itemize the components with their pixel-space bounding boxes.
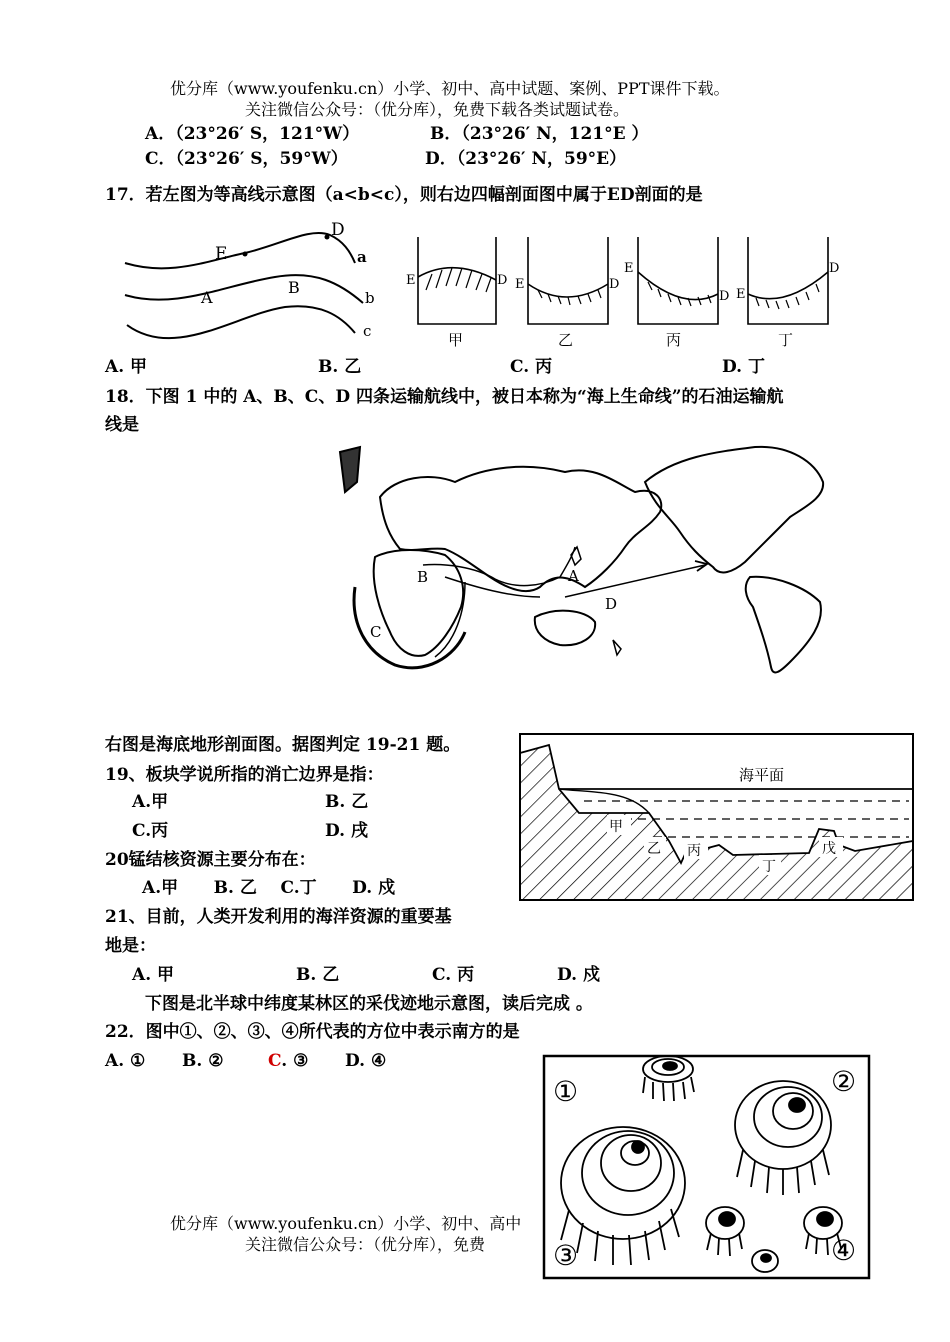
- profile-jia-e: E: [406, 273, 416, 288]
- q21-stem-line-1: 21、目前，人类开发利用的海洋资源的重要基: [105, 907, 452, 927]
- seabed-label-bing: 丙: [687, 843, 701, 859]
- label-a-region: A: [201, 288, 213, 307]
- q21-stem-line-2: 地是：: [105, 936, 156, 956]
- sea-level-label: 海平面: [739, 766, 785, 784]
- map-label-c: C: [370, 623, 382, 641]
- profile-ding-e: E: [736, 287, 746, 302]
- q19-option-a: A.甲: [132, 792, 169, 812]
- direction-label-two: ②: [831, 1065, 857, 1098]
- direction-label-one: ①: [553, 1075, 579, 1108]
- route-c: [435, 582, 465, 657]
- q21-option-d: D. 戍: [557, 965, 600, 985]
- header-line-1: 优分库（www.youfenku.cn）小学、初中、高中试题、案例、PPT课件下载。: [170, 79, 730, 98]
- map-shipping-routes: [423, 547, 707, 657]
- seabed-label-wu: 戊: [822, 841, 836, 857]
- label-b-region: B: [288, 278, 300, 297]
- q19-stem: 19、板块学说所指的消亡边界是指：: [105, 765, 384, 785]
- seabed-terrain: [520, 745, 913, 900]
- profile-bing-d: D: [719, 289, 730, 304]
- q16-option-d: D．（23°26′ N，59°E）: [425, 149, 627, 169]
- q17-option-d: D. 丁: [722, 357, 765, 377]
- map-label-b: B: [417, 568, 429, 586]
- q22-intro: 下图是北半球中纬度某林区的采伐迹地示意图，读后完成 。: [145, 994, 593, 1014]
- map-landmasses: [340, 447, 823, 673]
- seabed-profile-figure: [519, 733, 915, 903]
- profile-bing-e: E: [624, 261, 634, 276]
- q22-option-a: A. ①: [105, 1051, 146, 1071]
- q18-stem-line-2: 线是: [105, 415, 139, 435]
- seabed-intro: 右图是海底地形剖面图。据图判定 19-21 题。: [105, 735, 461, 755]
- point-d-marker: [325, 235, 330, 240]
- contour-line-a: [125, 233, 355, 268]
- profile-yi-e: E: [515, 277, 525, 292]
- q21-option-b: B. 乙: [296, 965, 340, 985]
- q22-option-c-letter: C: [268, 1051, 282, 1071]
- q17-stem: 17．若左图为等高线示意图（a<b<c），则右边四幅剖面图中属于ED剖面的是: [105, 185, 703, 205]
- q21-option-a: A. 甲: [132, 965, 175, 985]
- route-d: [565, 565, 705, 597]
- q19-option-b: B. 乙: [325, 792, 369, 812]
- profile-bing: [624, 237, 729, 349]
- q16-option-c: C．（23°26′ S，59°W）: [145, 149, 348, 169]
- label-a-line: a: [357, 248, 367, 266]
- q22-stem: 22．图中①、②、③、④所代表的方位中表示南方的是: [105, 1022, 520, 1042]
- q17-option-b: B. 乙: [318, 357, 362, 377]
- q19-option-d: D. 戌: [325, 821, 368, 841]
- profile-ding: [736, 237, 839, 349]
- profile-bing-label: 丙: [666, 331, 682, 349]
- logging-site-frame: [544, 1056, 869, 1278]
- route-b: [445, 577, 540, 597]
- label-c-line: c: [363, 322, 372, 340]
- q22-option-d: D. ④: [345, 1051, 387, 1071]
- q22-option-c-value: . ③: [281, 1051, 309, 1071]
- q21-option-c: C. 丙: [432, 965, 475, 985]
- direction-label-three: ③: [553, 1239, 579, 1272]
- q18-stem-line-1: 18．下图 1 中的 A、B、C、D 四条运输航线中，被日本称为“海上生命线”的石油运输航: [105, 387, 784, 407]
- seabed-label-ding: 丁: [762, 859, 776, 875]
- map-label-d: D: [605, 595, 618, 613]
- q20-stem: 20锰结核资源主要分布在：: [105, 850, 316, 870]
- profile-yi-d: D: [609, 277, 620, 292]
- point-e-marker: [243, 252, 248, 257]
- direction-label-four: ④: [831, 1234, 857, 1267]
- footer-line-1: 优分库（www.youfenku.cn）小学、初中、高中: [170, 1214, 522, 1233]
- header-line-2: 关注微信公众号：（优分库），免费下载各类试题试卷。: [245, 100, 630, 119]
- profile-diagrams-figure: [398, 232, 838, 357]
- label-e: E: [215, 244, 228, 264]
- contour-line-b: [125, 275, 363, 303]
- profile-yi: [515, 237, 619, 349]
- profile-jia-d: D: [497, 273, 508, 288]
- q16-option-b: B．（23°26′ N，121°E ）: [430, 124, 649, 144]
- contour-map-figure: [115, 215, 385, 355]
- q19-option-c: C.丙: [132, 821, 169, 841]
- route-a: [423, 547, 575, 586]
- q22-option-c: [268, 1050, 308, 1072]
- map-label-a: A: [568, 567, 579, 585]
- contour-line-c: [127, 306, 355, 338]
- label-b-line: b: [365, 289, 375, 307]
- footer-line-2: 关注微信公众号：（优分库），免费: [245, 1235, 486, 1254]
- q16-option-a: A．（23°26′ S，121°W）: [145, 124, 360, 144]
- profile-jia: [406, 237, 507, 349]
- profile-jia-label: 甲: [448, 331, 464, 349]
- logging-site-figure: [543, 1055, 871, 1281]
- label-d: D: [331, 220, 345, 240]
- q20-options: A.甲 B. 乙 C.丁 D. 戍: [142, 878, 396, 898]
- profile-ding-d: D: [829, 261, 840, 276]
- q17-option-c: C. 丙: [510, 357, 553, 377]
- q17-option-a: A. 甲: [105, 357, 148, 377]
- seabed-label-jia: 甲: [609, 819, 623, 835]
- q22-option-b: B. ②: [182, 1051, 224, 1071]
- seabed-label-yi: 乙: [647, 841, 661, 857]
- profile-yi-label: 乙: [558, 331, 574, 349]
- world-map-figure: [335, 437, 835, 692]
- profile-ding-label: 丁: [778, 331, 794, 349]
